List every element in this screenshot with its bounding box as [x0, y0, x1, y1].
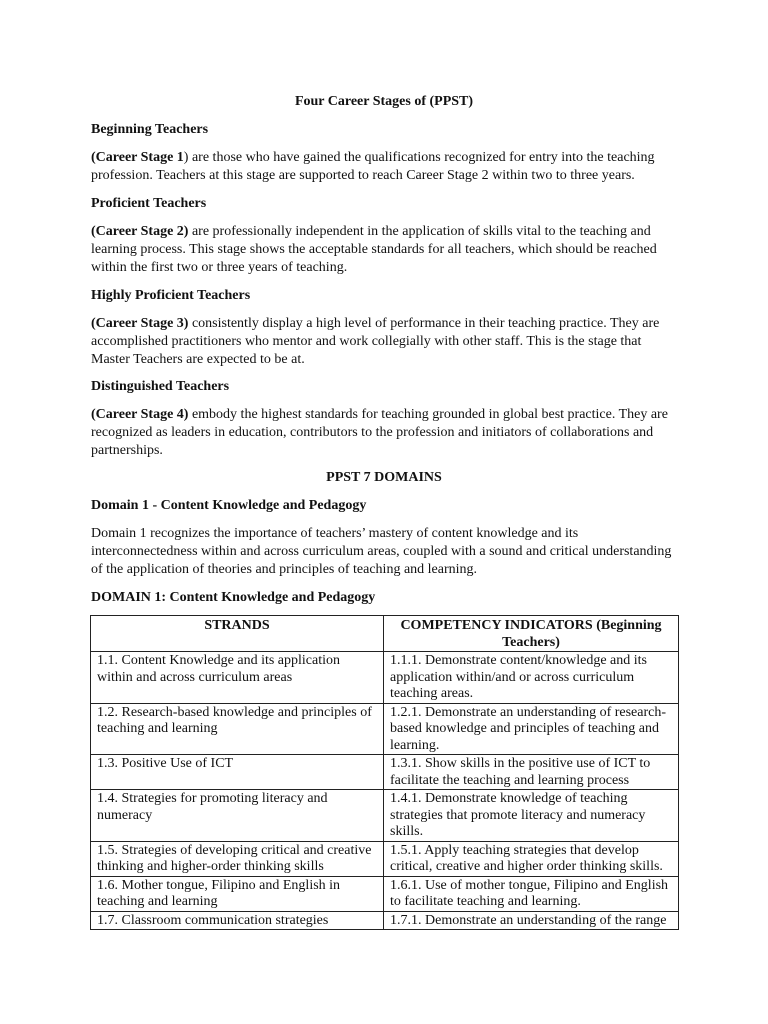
table-row: [91, 911, 679, 930]
strand-cell: 1.5. Strategies of developing critical and creative thinking and higher-order thinking skills: [91, 841, 384, 876]
career-stages-title: Four Career Stages of (PPST): [294, 94, 474, 109]
career-stage-4-label: (Career Stage 4): [91, 407, 189, 422]
beginning-teachers-heading: Beginning Teachers: [91, 122, 209, 137]
strands-column-header: STRANDS: [91, 616, 384, 652]
career-stage-1-label: (Career Stage 1: [91, 150, 184, 165]
career-stage-3-label: (Career Stage 3): [91, 316, 189, 331]
table-row: [91, 841, 679, 876]
highly-proficient-teachers-heading: Highly Proficient Teachers: [91, 288, 251, 303]
beginning-teachers-paragraph: [91, 149, 681, 185]
distinguished-teachers-text: embody the highest standards for teaching grounded in global best practice. They are recognized as leaders in education, contributors to the profession and initiators of collaborations and partnerships.: [91, 407, 668, 458]
indicator-cell: 1.4.1. Demonstrate knowledge of teaching strategies that promote literacy and numeracy skills.: [384, 790, 679, 842]
table-row: [91, 755, 679, 790]
domain-1-table-title: DOMAIN 1: Content Knowledge and Pedagogy: [91, 590, 376, 605]
strand-cell: 1.3. Positive Use of ICT: [91, 755, 384, 790]
table-row: [91, 703, 679, 755]
proficient-teachers-text: are professionally independent in the application of skills vital to the teaching and learning process. This stage shows the acceptable standards for all teachers, which should be reached within the first two or three years of teaching.: [91, 224, 657, 275]
indicator-cell: 1.3.1. Show skills in the positive use of ICT to facilitate the teaching and learning process: [384, 755, 679, 790]
indicator-cell: 1.5.1. Apply teaching strategies that develop critical, creative and higher order thinking skills.: [384, 841, 679, 876]
competency-indicators-column-header: COMPETENCY INDICATORS (Beginning Teachers): [384, 616, 679, 652]
domain-1-heading: Domain 1 - Content Knowledge and Pedagogy: [91, 498, 367, 513]
indicator-cell: 1.2.1. Demonstrate an understanding of research-based knowledge and principles of teaching and learning.: [384, 703, 679, 755]
indicator-cell: 1.1.1. Demonstrate content/knowledge and its application within/and or across curriculum teaching areas.: [384, 652, 679, 704]
beginning-teachers-text: ) are those who have gained the qualifications recognized for entry into the teaching profession. Teachers at this stage are supported to reach Career Stage 2 within two to three years.: [91, 150, 655, 183]
indicator-cell: 1.7.1. Demonstrate an understanding of the range: [384, 911, 679, 930]
ppst-domains-title: PPST 7 DOMAINS: [326, 470, 442, 485]
highly-proficient-teachers-paragraph: [91, 315, 681, 369]
strand-cell: 1.1. Content Knowledge and its application within and across curriculum areas: [91, 652, 384, 704]
table-row: [91, 790, 679, 842]
proficient-teachers-heading: Proficient Teachers: [91, 196, 207, 211]
strand-cell: 1.7. Classroom communication strategies: [91, 911, 384, 930]
distinguished-teachers-heading: Distinguished Teachers: [91, 379, 230, 394]
highly-proficient-teachers-text: consistently display a high level of performance in their teaching practice. They are accomplished practitioners who mentor and work collegially with other staff. This is the stage that Master Teachers are expected to be at.: [91, 316, 660, 367]
domain-1-strands-table: [90, 615, 679, 930]
indicator-cell: 1.6.1. Use of mother tongue, Filipino and English to facilitate teaching and learning.: [384, 876, 679, 911]
table-row: [91, 652, 679, 704]
proficient-teachers-paragraph: [91, 223, 681, 277]
strand-cell: 1.2. Research-based knowledge and principles of teaching and learning: [91, 703, 384, 755]
table-header-row: [91, 616, 679, 652]
table-row: [91, 876, 679, 911]
strand-cell: 1.6. Mother tongue, Filipino and English in teaching and learning: [91, 876, 384, 911]
domain-1-paragraph: Domain 1 recognizes the importance of teachers’ mastery of content knowledge and its interconnectedness within and across curriculum areas, coupled with a sound and critical understanding of the application of theories and principles of teaching and learning.: [91, 526, 672, 577]
distinguished-teachers-paragraph: [91, 406, 681, 460]
career-stage-2-label: (Career Stage 2): [91, 224, 189, 239]
strand-cell: 1.4. Strategies for promoting literacy and numeracy: [91, 790, 384, 842]
